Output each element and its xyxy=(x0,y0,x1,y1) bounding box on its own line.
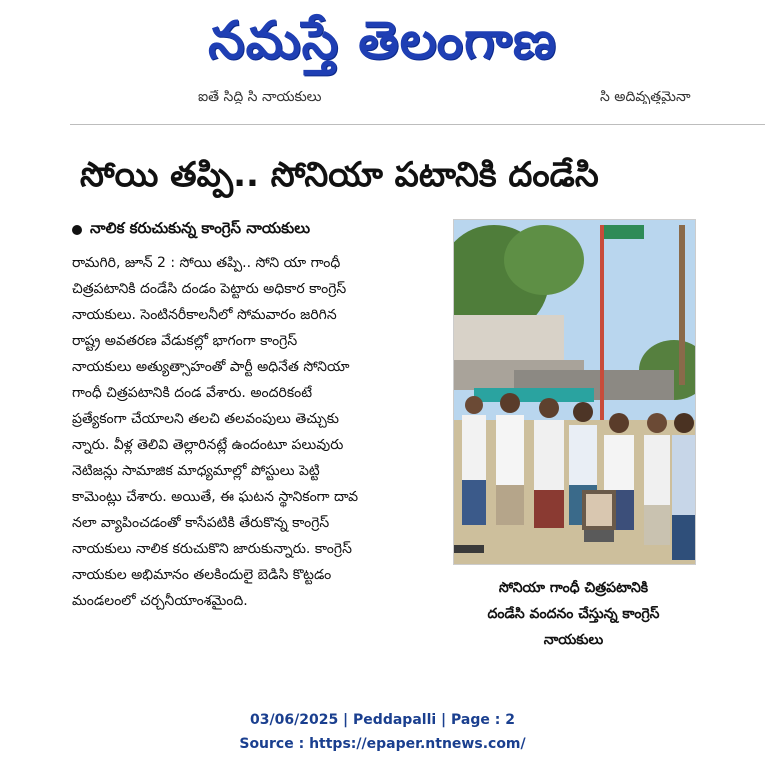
subhead-text: నాలిక కరుచుకున్న కాంగ్రెస్‌ నాయకులు xyxy=(90,219,311,237)
cut-off-text-right: సి అదివృత్తమైనా xyxy=(600,90,691,104)
body-line: మండలంలో చర్చనీయాంశమైంది. xyxy=(72,593,248,609)
body-line: నలా వ్యాపించడంతో కాసేపటికి తేరుకొన్న కాంగ్రెస్‌ xyxy=(72,515,330,531)
bullet-icon xyxy=(72,225,82,235)
body-line: నాయకుల అభిమానం తలకిందులై బెడిసి కొట్టడం xyxy=(72,567,332,583)
body-line: చిత్రపటానికి దండేసి దండం పెట్టారు అధికార కాంగ్రెస్‌ xyxy=(72,281,347,297)
body-line: నాయకులు నాలిక కరుచుకొని జారుకున్నారు. కాంగ్రెస్‌ xyxy=(72,541,352,557)
footer-source-link[interactable]: Source : https://epaper.ntnews.com/ xyxy=(239,736,526,752)
masthead xyxy=(0,0,765,82)
body-line: న్నారు. వీళ్ల తెలివి తెల్లారినట్లే ఉందంటూ పలువురు xyxy=(72,437,344,453)
article-body xyxy=(72,250,442,614)
body-line: గాంధీ చిత్రపటానికి దండ వేశారు. అందరికంటే xyxy=(72,385,313,401)
cut-off-text-left: ఐతే సిద్ధి సి నాయకులు xyxy=(198,90,322,104)
body-line: కామెంట్లు చేశారు. అయితే, ఈ ఘటన స్థానికంగా దావ xyxy=(72,489,359,505)
caption-line: నాయకులు xyxy=(543,632,604,648)
photo-caption xyxy=(453,575,694,653)
article-headline: సోయి తప్పి.. సోనియా పటానికి దండేసి xyxy=(80,155,599,195)
body-line: రామగిరి, జూన్‌ 2 : సోయి తప్పి.. సోని యా గాంధీ xyxy=(72,255,341,271)
body-line: నెటిజన్లు సామాజిక మాధ్యమాల్లో పోస్టులు పెట్టి xyxy=(72,463,320,479)
body-line: నాయకులు అత్యుత్సాహంతో పార్టీ అధినేత సోనియా xyxy=(72,359,350,375)
caption-line: సోనియా గాంధీ చిత్రపటానికి xyxy=(498,580,649,596)
footer-date-edition: 03/06/2025 | Peddapalli | Page : 2 xyxy=(250,712,515,728)
article-photo xyxy=(453,219,696,565)
page-footer xyxy=(0,708,765,756)
newspaper-logo: నమస్తే తెలంగాణ xyxy=(208,11,557,71)
caption-line: దండేసి వందనం చేస్తున్న కాంగ్రెస్‌ xyxy=(487,606,660,622)
divider-rule xyxy=(70,124,765,125)
body-line: రాష్ట్ర అవతరణ వేడుకల్లో భాగంగా కాంగ్రెస్‌ xyxy=(72,333,298,349)
body-line: ప్రత్యేకంగా చేయాలని తలచి తలవంపులు తెచ్చుకు xyxy=(72,411,339,427)
article-subhead xyxy=(72,218,447,242)
body-line: నాయకులు. సెంటినరీకాలనీలో సోమవారం జరిగిన xyxy=(72,307,337,323)
